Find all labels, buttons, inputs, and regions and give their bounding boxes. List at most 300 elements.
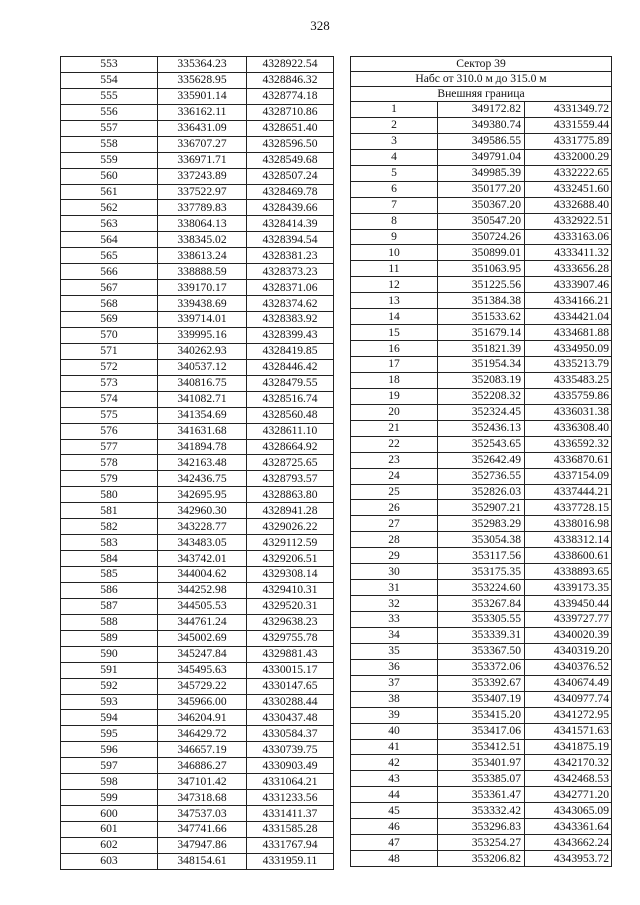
- table-row: [351, 819, 612, 835]
- point-number: 43: [351, 771, 438, 787]
- height-range-row: [351, 72, 612, 87]
- x-coordinate: 351954.34: [438, 357, 525, 373]
- point-number: 2: [351, 117, 438, 133]
- page-number: 328: [310, 18, 330, 33]
- x-coordinate: 352543.65: [438, 436, 525, 452]
- table-row: [61, 678, 334, 694]
- x-coordinate: 339438.69: [158, 296, 247, 312]
- x-coordinate: 338613.24: [158, 248, 247, 264]
- x-coordinate: 353267.84: [438, 596, 525, 612]
- x-coordinate: 352907.21: [438, 500, 525, 516]
- y-coordinate: 4342771.20: [525, 787, 612, 803]
- x-coordinate: 340537.12: [158, 359, 247, 375]
- point-number: 6: [351, 181, 438, 197]
- y-coordinate: 4339173.35: [525, 580, 612, 596]
- point-number: 565: [61, 248, 158, 264]
- table-row: [61, 551, 334, 567]
- x-coordinate: 352436.13: [438, 420, 525, 436]
- x-coordinate: 353415.20: [438, 707, 525, 723]
- table-row: [351, 309, 612, 325]
- table-row: [351, 197, 612, 213]
- x-coordinate: 349586.55: [438, 133, 525, 149]
- table-row: [61, 216, 334, 232]
- y-coordinate: 4328371.06: [247, 280, 334, 296]
- coordinates-table-left: [60, 56, 334, 870]
- x-coordinate: 353367.50: [438, 643, 525, 659]
- table-row: [61, 327, 334, 343]
- y-coordinate: 4328941.28: [247, 503, 334, 519]
- point-number: 577: [61, 439, 158, 455]
- table-row: [351, 325, 612, 341]
- y-coordinate: 4328507.24: [247, 168, 334, 184]
- point-number: 589: [61, 630, 158, 646]
- y-coordinate: 4332922.51: [525, 213, 612, 229]
- point-number: 597: [61, 758, 158, 774]
- x-coordinate: 338888.59: [158, 264, 247, 280]
- table-row: [61, 567, 334, 583]
- point-number: 559: [61, 152, 158, 168]
- x-coordinate: 352208.32: [438, 388, 525, 404]
- y-coordinate: 4330015.17: [247, 662, 334, 678]
- point-number: 598: [61, 774, 158, 790]
- table-row: [61, 503, 334, 519]
- table-row: [61, 312, 334, 328]
- point-number: 564: [61, 232, 158, 248]
- y-coordinate: 4340674.49: [525, 675, 612, 691]
- x-coordinate: 351821.39: [438, 341, 525, 357]
- point-number: 584: [61, 551, 158, 567]
- point-number: 36: [351, 659, 438, 675]
- point-number: 592: [61, 678, 158, 694]
- table-row: [351, 755, 612, 771]
- point-number: 557: [61, 120, 158, 136]
- point-number: 588: [61, 614, 158, 630]
- table-row: [61, 88, 334, 104]
- y-coordinate: 4339450.44: [525, 596, 612, 612]
- table-row: [61, 375, 334, 391]
- y-coordinate: 4328846.32: [247, 72, 334, 88]
- x-coordinate: 353206.82: [438, 851, 525, 867]
- point-number: 3: [351, 133, 438, 149]
- y-coordinate: 4340376.52: [525, 659, 612, 675]
- x-coordinate: 344505.53: [158, 598, 247, 614]
- table-row: [351, 580, 612, 596]
- table-row: [351, 548, 612, 564]
- point-number: 4: [351, 149, 438, 165]
- y-coordinate: 4329520.31: [247, 598, 334, 614]
- y-coordinate: 4333907.46: [525, 277, 612, 293]
- point-number: 22: [351, 436, 438, 452]
- y-coordinate: 4331064.21: [247, 774, 334, 790]
- y-coordinate: 4331233.56: [247, 790, 334, 806]
- table-row: [351, 452, 612, 468]
- x-coordinate: 347537.03: [158, 806, 247, 822]
- y-coordinate: 4331411.37: [247, 806, 334, 822]
- point-number: 24: [351, 468, 438, 484]
- table-row: [61, 487, 334, 503]
- x-coordinate: 353054.38: [438, 532, 525, 548]
- table-row: [61, 837, 334, 853]
- table-row: [351, 739, 612, 755]
- y-coordinate: 4335759.86: [525, 388, 612, 404]
- x-coordinate: 345495.63: [158, 662, 247, 678]
- x-coordinate: 344761.24: [158, 614, 247, 630]
- y-coordinate: 4332222.65: [525, 165, 612, 181]
- point-number: 33: [351, 612, 438, 628]
- table-row: [61, 582, 334, 598]
- y-coordinate: 4328516.74: [247, 391, 334, 407]
- x-coordinate: 339714.01: [158, 312, 247, 328]
- x-coordinate: 335628.95: [158, 72, 247, 88]
- table-row: [351, 357, 612, 373]
- y-coordinate: 4341272.95: [525, 707, 612, 723]
- table-row: [61, 519, 334, 535]
- y-coordinate: 4340319.20: [525, 643, 612, 659]
- point-number: 573: [61, 375, 158, 391]
- x-coordinate: 346429.72: [158, 726, 247, 742]
- point-number: 19: [351, 388, 438, 404]
- table-row: [61, 136, 334, 152]
- x-coordinate: 347947.86: [158, 837, 247, 853]
- x-coordinate: 349380.74: [438, 117, 525, 133]
- point-number: 568: [61, 296, 158, 312]
- table-row: [61, 439, 334, 455]
- table-row: [61, 471, 334, 487]
- point-number: 9: [351, 229, 438, 245]
- y-coordinate: 4328479.55: [247, 375, 334, 391]
- y-coordinate: 4329881.43: [247, 646, 334, 662]
- x-coordinate: 348154.61: [158, 853, 247, 869]
- table-row: [61, 535, 334, 551]
- table-row: [351, 133, 612, 149]
- table-row: [351, 420, 612, 436]
- x-coordinate: 342436.75: [158, 471, 247, 487]
- x-coordinate: 353332.42: [438, 803, 525, 819]
- x-coordinate: 336707.27: [158, 136, 247, 152]
- x-coordinate: 346204.91: [158, 710, 247, 726]
- point-number: 1: [351, 102, 438, 118]
- y-coordinate: 4331767.94: [247, 837, 334, 853]
- point-number: 579: [61, 471, 158, 487]
- point-number: 46: [351, 819, 438, 835]
- point-number: 560: [61, 168, 158, 184]
- y-coordinate: 4329206.51: [247, 551, 334, 567]
- table-row: [61, 853, 334, 869]
- point-number: 30: [351, 564, 438, 580]
- point-number: 17: [351, 357, 438, 373]
- table-row: [351, 372, 612, 388]
- y-coordinate: 4343361.64: [525, 819, 612, 835]
- y-coordinate: 4332688.40: [525, 197, 612, 213]
- sector-title-row: [351, 57, 612, 72]
- x-coordinate: 353305.55: [438, 612, 525, 628]
- table-row: [61, 742, 334, 758]
- point-number: 8: [351, 213, 438, 229]
- y-coordinate: 4329112.59: [247, 535, 334, 551]
- y-coordinate: 4328560.48: [247, 407, 334, 423]
- x-coordinate: 337789.83: [158, 200, 247, 216]
- y-coordinate: 4329638.23: [247, 614, 334, 630]
- x-coordinate: 349172.82: [438, 102, 525, 118]
- left-table-body: [61, 57, 334, 870]
- x-coordinate: 345729.22: [158, 678, 247, 694]
- x-coordinate: 341631.68: [158, 423, 247, 439]
- x-coordinate: 352642.49: [438, 452, 525, 468]
- point-number: 556: [61, 104, 158, 120]
- x-coordinate: 353412.51: [438, 739, 525, 755]
- point-number: 576: [61, 423, 158, 439]
- point-number: 567: [61, 280, 158, 296]
- x-coordinate: 352324.45: [438, 404, 525, 420]
- table-row: [61, 662, 334, 678]
- table-row: [351, 181, 612, 197]
- y-coordinate: 4331959.11: [247, 853, 334, 869]
- x-coordinate: 346657.19: [158, 742, 247, 758]
- y-coordinate: 4332451.60: [525, 181, 612, 197]
- table-row: [351, 596, 612, 612]
- point-number: 29: [351, 548, 438, 564]
- y-coordinate: 4343065.09: [525, 803, 612, 819]
- point-number: 48: [351, 851, 438, 867]
- point-number: 569: [61, 312, 158, 328]
- y-coordinate: 4331349.72: [525, 102, 612, 118]
- point-number: 580: [61, 487, 158, 503]
- x-coordinate: 353392.67: [438, 675, 525, 691]
- y-coordinate: 4328383.92: [247, 312, 334, 328]
- point-number: 554: [61, 72, 158, 88]
- x-coordinate: 351679.14: [438, 325, 525, 341]
- x-coordinate: 345966.00: [158, 694, 247, 710]
- y-coordinate: 4328922.54: [247, 57, 334, 73]
- point-number: 566: [61, 264, 158, 280]
- x-coordinate: 353417.06: [438, 723, 525, 739]
- x-coordinate: 338345.02: [158, 232, 247, 248]
- point-number: 31: [351, 580, 438, 596]
- point-number: 595: [61, 726, 158, 742]
- x-coordinate: 352736.55: [438, 468, 525, 484]
- x-coordinate: 337243.89: [158, 168, 247, 184]
- table-row: [351, 691, 612, 707]
- y-coordinate: 4334166.21: [525, 293, 612, 309]
- point-number: 7: [351, 197, 438, 213]
- y-coordinate: 4333411.32: [525, 245, 612, 261]
- y-coordinate: 4334421.04: [525, 309, 612, 325]
- x-coordinate: 350547.20: [438, 213, 525, 229]
- point-number: 570: [61, 327, 158, 343]
- x-coordinate: 351063.95: [438, 261, 525, 277]
- point-number: 561: [61, 184, 158, 200]
- point-number: 578: [61, 455, 158, 471]
- y-coordinate: 4329308.14: [247, 567, 334, 583]
- y-coordinate: 4328793.57: [247, 471, 334, 487]
- table-row: [351, 771, 612, 787]
- y-coordinate: 4330584.37: [247, 726, 334, 742]
- x-coordinate: 346886.27: [158, 758, 247, 774]
- point-number: 590: [61, 646, 158, 662]
- table-row: [351, 149, 612, 165]
- y-coordinate: 4341571.63: [525, 723, 612, 739]
- table-row: [61, 296, 334, 312]
- point-number: 16: [351, 341, 438, 357]
- y-coordinate: 4329026.22: [247, 519, 334, 535]
- table-row: [351, 404, 612, 420]
- x-coordinate: 353385.07: [438, 771, 525, 787]
- y-coordinate: 4332000.29: [525, 149, 612, 165]
- point-number: 562: [61, 200, 158, 216]
- y-coordinate: 4334950.09: [525, 341, 612, 357]
- y-coordinate: 4330903.49: [247, 758, 334, 774]
- x-coordinate: 342960.30: [158, 503, 247, 519]
- point-number: 583: [61, 535, 158, 551]
- point-number: 10: [351, 245, 438, 261]
- table-row: [61, 359, 334, 375]
- table-row: [351, 723, 612, 739]
- x-coordinate: 350724.26: [438, 229, 525, 245]
- table-row: [61, 646, 334, 662]
- point-number: 37: [351, 675, 438, 691]
- table-row: [351, 516, 612, 532]
- point-number: 32: [351, 596, 438, 612]
- table-row: [351, 643, 612, 659]
- x-coordinate: 353296.83: [438, 819, 525, 835]
- y-coordinate: 4328373.23: [247, 264, 334, 280]
- x-coordinate: 336162.11: [158, 104, 247, 120]
- table-row: [61, 280, 334, 296]
- table-row: [351, 341, 612, 357]
- point-number: 25: [351, 484, 438, 500]
- y-coordinate: 4328469.78: [247, 184, 334, 200]
- point-number: 574: [61, 391, 158, 407]
- y-coordinate: 4331775.89: [525, 133, 612, 149]
- table-row: [61, 104, 334, 120]
- x-coordinate: 351384.38: [438, 293, 525, 309]
- y-coordinate: 4336308.40: [525, 420, 612, 436]
- y-coordinate: 4339727.77: [525, 612, 612, 628]
- point-number: 39: [351, 707, 438, 723]
- table-row: [61, 200, 334, 216]
- table-row: [351, 102, 612, 118]
- point-number: 563: [61, 216, 158, 232]
- point-number: 14: [351, 309, 438, 325]
- table-row: [61, 726, 334, 742]
- sector-title: Сектор 39: [351, 57, 612, 72]
- table-row: [61, 120, 334, 136]
- point-number: 575: [61, 407, 158, 423]
- y-coordinate: 4338893.65: [525, 564, 612, 580]
- y-coordinate: 4336592.32: [525, 436, 612, 452]
- table-row: [351, 675, 612, 691]
- table-row: [351, 707, 612, 723]
- y-coordinate: 4328439.66: [247, 200, 334, 216]
- point-number: 596: [61, 742, 158, 758]
- point-number: 34: [351, 627, 438, 643]
- y-coordinate: 4328399.43: [247, 327, 334, 343]
- table-row: [351, 468, 612, 484]
- point-number: 26: [351, 500, 438, 516]
- x-coordinate: 342695.95: [158, 487, 247, 503]
- y-coordinate: 4337154.09: [525, 468, 612, 484]
- x-coordinate: 335901.14: [158, 88, 247, 104]
- x-coordinate: 341354.69: [158, 407, 247, 423]
- right-table-body: [351, 57, 612, 867]
- x-coordinate: 349985.39: [438, 165, 525, 181]
- x-coordinate: 336971.71: [158, 152, 247, 168]
- table-row: [351, 388, 612, 404]
- table-row: [61, 758, 334, 774]
- x-coordinate: 353339.31: [438, 627, 525, 643]
- table-row: [351, 659, 612, 675]
- y-coordinate: 4328611.10: [247, 423, 334, 439]
- table-row: [61, 694, 334, 710]
- y-coordinate: 4342468.53: [525, 771, 612, 787]
- table-row: [61, 391, 334, 407]
- table-row: [61, 630, 334, 646]
- point-number: 581: [61, 503, 158, 519]
- y-coordinate: 4338312.14: [525, 532, 612, 548]
- point-number: 45: [351, 803, 438, 819]
- y-coordinate: 4335483.25: [525, 372, 612, 388]
- y-coordinate: 4328381.23: [247, 248, 334, 264]
- point-number: 20: [351, 404, 438, 420]
- table-row: [61, 248, 334, 264]
- table-row: [61, 822, 334, 838]
- y-coordinate: 4328725.65: [247, 455, 334, 471]
- x-coordinate: 352983.29: [438, 516, 525, 532]
- x-coordinate: 340262.93: [158, 343, 247, 359]
- x-coordinate: 350177.20: [438, 181, 525, 197]
- table-row: [61, 264, 334, 280]
- point-number: 47: [351, 835, 438, 851]
- y-coordinate: 4330288.44: [247, 694, 334, 710]
- y-coordinate: 4336870.61: [525, 452, 612, 468]
- table-row: [351, 612, 612, 628]
- y-coordinate: 4328394.54: [247, 232, 334, 248]
- boundary-label: Внешняя граница: [351, 87, 612, 102]
- x-coordinate: 344004.62: [158, 567, 247, 583]
- y-coordinate: 4329410.31: [247, 582, 334, 598]
- y-coordinate: 4328651.40: [247, 120, 334, 136]
- x-coordinate: 347741.66: [158, 822, 247, 838]
- point-number: 44: [351, 787, 438, 803]
- x-coordinate: 343228.77: [158, 519, 247, 535]
- table-row: [351, 835, 612, 851]
- table-row: [61, 232, 334, 248]
- x-coordinate: 353401.97: [438, 755, 525, 771]
- point-number: 601: [61, 822, 158, 838]
- y-coordinate: 4328863.80: [247, 487, 334, 503]
- y-coordinate: 4333656.28: [525, 261, 612, 277]
- y-coordinate: 4328446.42: [247, 359, 334, 375]
- x-coordinate: 345002.69: [158, 630, 247, 646]
- x-coordinate: 353224.60: [438, 580, 525, 596]
- y-coordinate: 4331585.28: [247, 822, 334, 838]
- table-row: [351, 261, 612, 277]
- x-coordinate: 336431.09: [158, 120, 247, 136]
- x-coordinate: 353361.47: [438, 787, 525, 803]
- y-coordinate: 4336031.38: [525, 404, 612, 420]
- point-number: 38: [351, 691, 438, 707]
- point-number: 35: [351, 643, 438, 659]
- y-coordinate: 4338600.61: [525, 548, 612, 564]
- point-number: 594: [61, 710, 158, 726]
- y-coordinate: 4338016.98: [525, 516, 612, 532]
- table-row: [61, 790, 334, 806]
- y-coordinate: 4340020.39: [525, 627, 612, 643]
- point-number: 586: [61, 582, 158, 598]
- point-number: 571: [61, 343, 158, 359]
- x-coordinate: 341082.71: [158, 391, 247, 407]
- x-coordinate: 352083.19: [438, 372, 525, 388]
